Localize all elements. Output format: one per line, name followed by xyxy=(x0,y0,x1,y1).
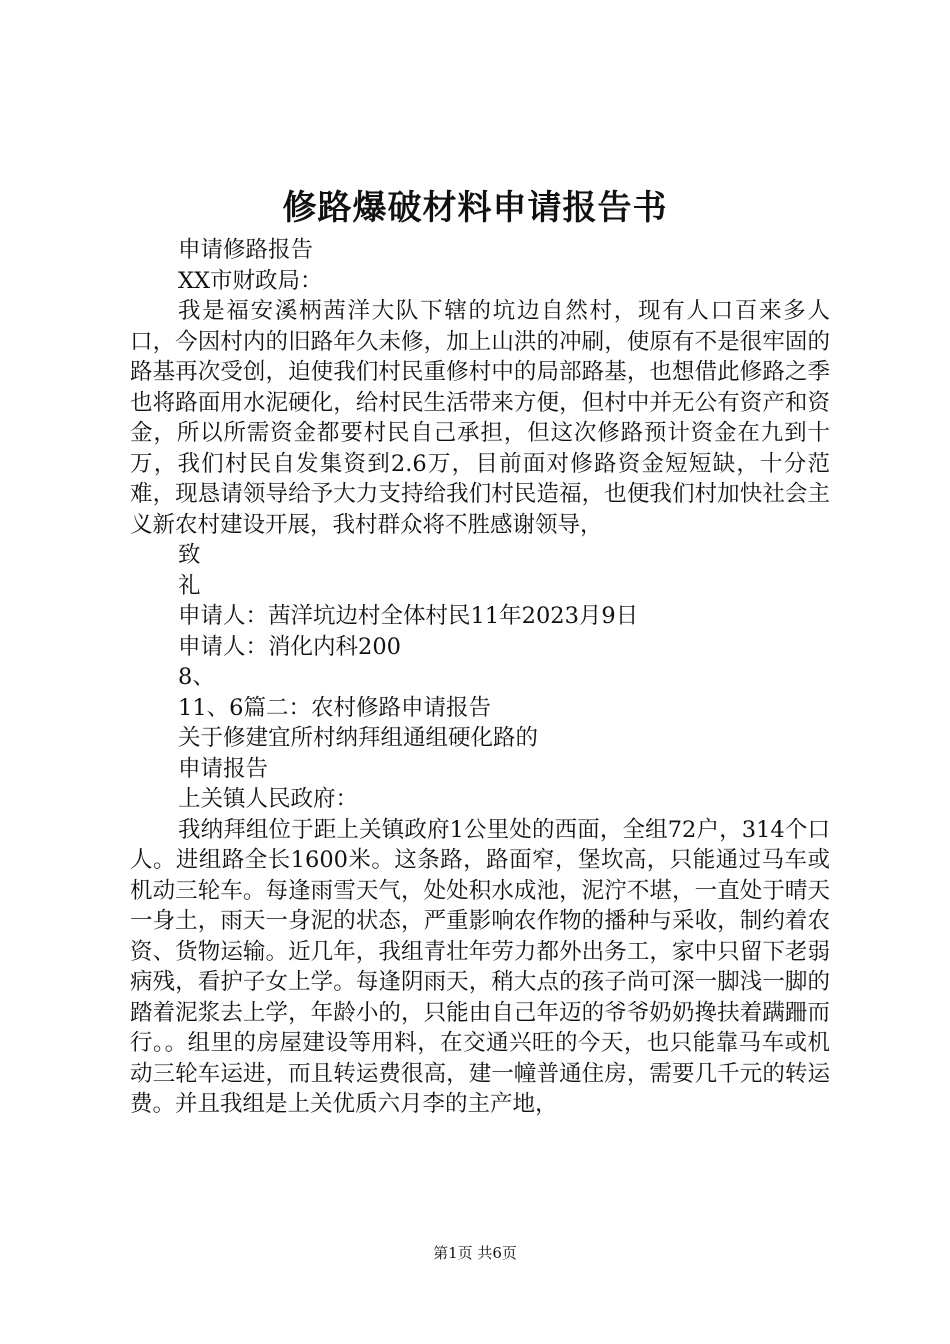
document-body xyxy=(130,235,830,1120)
paragraph-heading: 申请修路报告 xyxy=(178,237,314,263)
paragraph-recipient: XX市财政局： xyxy=(178,267,323,294)
paragraph-applicant-2: 申请人：消化内科200 xyxy=(178,633,401,660)
paragraph-body-2: 我纳拜组位于距上关镇政府1公里处的西面，全组72户，314个口人。进组路全长1600米。这条路，路面窄，堡坎高，只能通过马车或机动三轮车。每逢雨雪天气，处处积水成池，泥泞不堪，一直处于晴天一身土，雨天一身泥的状态，严重影响农作物的播种与采收，制约着农资、货物运输。近几年，我组青壮年劳力都外出务工，家中只留下老弱病残，看护子女上学。每逢阴雨天，稍大点的孩子尚可深一脚浅一脚的踏着泥浆去上学，年龄小的，只能由自己年迈的爷爷奶奶搀扶着蹒跚而行。。组里的房屋建设等用料，在交通兴旺的今天，也只能靠马车或机动三轮车运进，而且转运费很高，建一幢普通住房，需要几千元的转运费。并且我组是上关优质六月李的主产地， xyxy=(130,816,830,1117)
paragraph-subject-line-2: 申请报告 xyxy=(178,755,269,782)
paragraph-number: 8、 xyxy=(178,664,215,690)
paragraph-recipient-2: 上关镇人民政府： xyxy=(178,786,359,812)
paragraph-section-heading: 11、6篇二：农村修路申请报告 xyxy=(178,694,491,721)
paragraph-closing-1: 致 xyxy=(178,542,201,568)
paragraph-closing-2: 礼 xyxy=(178,572,201,599)
paragraph-body: 我是福安溪柄茜洋大队下辖的坑边自然村，现有人口百来多人口，今因村内的旧路年久未修，加上山洪的冲刷，使原有不是很牢固的路基再次受创，迫使我们村民重修村中的局部路基，也想借此修路之季也将路面用水泥硬化，给村民生活带来方便，但村中并无公有资产和资金，所以所需资金都要村民自己承担，但这次修路预计资金在九到十万，我们村民自发集资到2.6万，目前面对修路资金短短缺，十分范难，现恳请领导给予大力支持给我们村民造福，也便我们村加快社会主义新农村建设开展，我村群众将不胜感谢领导， xyxy=(130,298,830,538)
paragraph-applicant-1: 申请人：茜洋坑边村全体村民11年2023月9日 xyxy=(178,603,639,629)
page-footer: 第1页 共6页 xyxy=(433,1244,517,1262)
paragraph-subject-line-1: 关于修建宜所村纳拜组通组硬化路的 xyxy=(178,725,539,751)
document-title: 修路爆破材料申请报告书 xyxy=(282,188,668,228)
